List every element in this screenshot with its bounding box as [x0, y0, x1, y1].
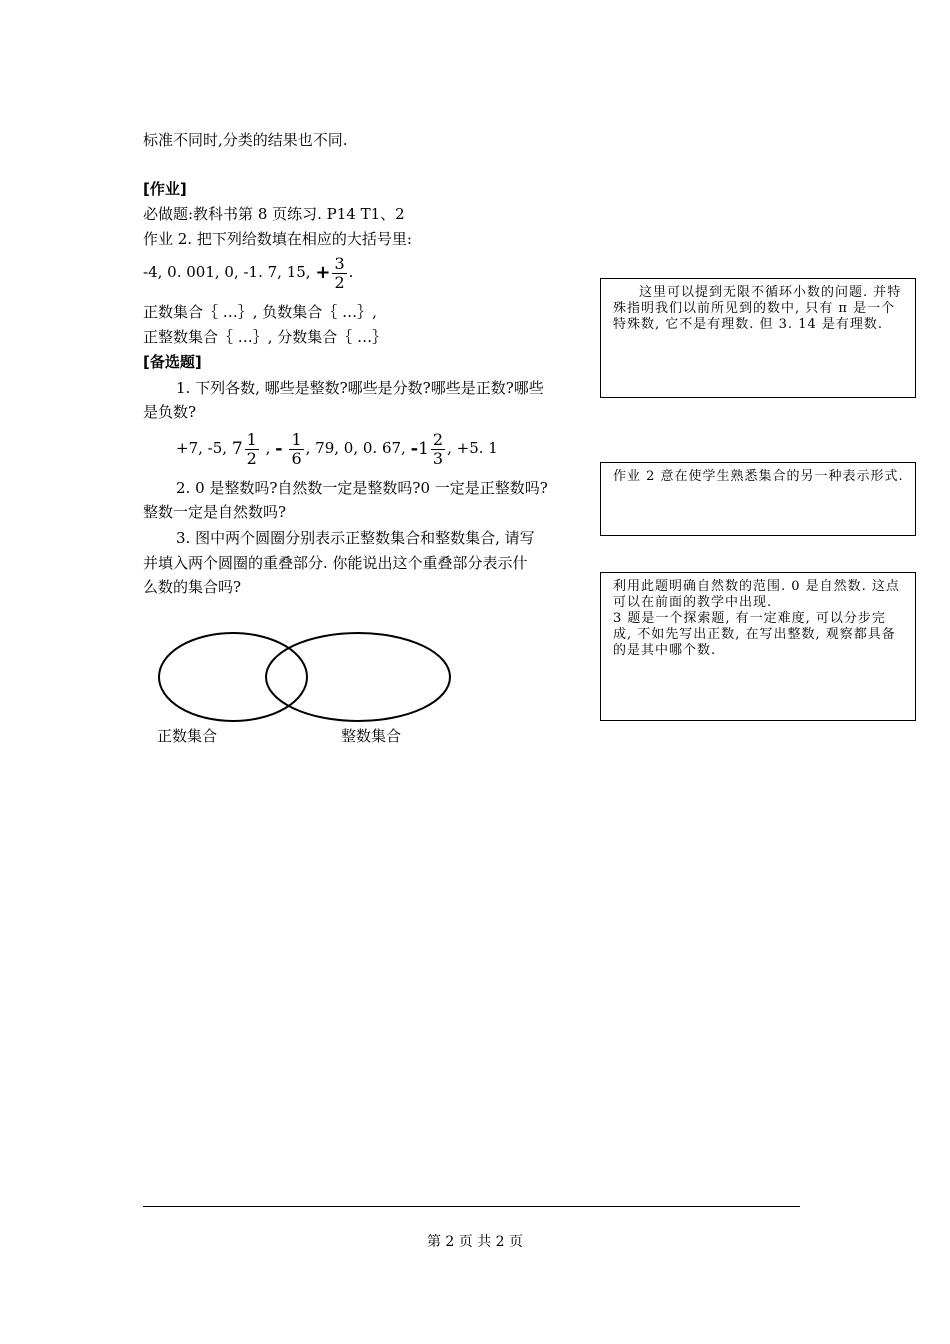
- frac2-num: 1: [291, 429, 302, 449]
- numbers-suffix: .: [348, 263, 354, 281]
- frac-num: 3: [334, 253, 345, 273]
- q2-line-1: 2. 0 是整数吗?自然数一定是整数吗?0 一定是正整数吗?: [176, 479, 548, 497]
- q1-line-2: 是负数?: [143, 403, 197, 421]
- intro-line: 标准不同时,分类的结果也不同.: [143, 131, 348, 149]
- q1-line-1: 1. 下列各数, 哪些是整数?哪些是分数?哪些是正数?哪些: [176, 379, 544, 397]
- optional-heading: [备选题]: [143, 353, 202, 371]
- homework-required: 必做题:教科书第 8 页练习. P14 T1、2: [143, 205, 405, 223]
- numbers-prefix: -4, 0. 001, 0, -1. 7, 15,: [143, 263, 311, 281]
- mixed1-den: 2: [246, 448, 257, 468]
- q3-line-3: 么数的集合吗?: [143, 578, 242, 596]
- venn-circle-integer: [266, 633, 450, 721]
- set-line-2: 正整数集合｛ …｝, 分数集合｛ …｝: [143, 328, 388, 346]
- q1-part2: , 79, 0, 0. 67,: [305, 439, 406, 457]
- mixed3-num: 2: [432, 429, 444, 449]
- mixed1-whole: 7: [231, 439, 243, 459]
- venn-diagram: [150, 630, 470, 730]
- q2-line-2: 整数一定是自然数吗?: [143, 503, 287, 521]
- q1-part3: , +5. 1: [447, 439, 498, 457]
- homework-task2: 作业 2. 把下列给数填在相应的大括号里:: [143, 230, 412, 248]
- frac2: [289, 431, 303, 468]
- q3-line-1: 3. 图中两个圆圈分别表示正整数集合和整数集合, 请写: [176, 529, 535, 547]
- fraction-three-halves: [332, 255, 346, 292]
- note-natural-numbers: [600, 572, 916, 721]
- sep1: ,: [265, 439, 271, 457]
- footer-rule: [143, 1206, 800, 1207]
- minus-1: -: [275, 438, 283, 459]
- plus-sign: +: [315, 262, 331, 283]
- frac2-den: 6: [291, 448, 302, 468]
- page-footer: 第 2 页 共 2 页: [426, 1234, 524, 1250]
- note-3-line-2: 3 题是一个探索题, 有一定难度, 可以分步完成, 不如先写出正数, 在写出整数, 观察都具备的是其中哪个数.: [613, 611, 896, 658]
- mixed1-num: 1: [246, 429, 257, 449]
- venn-right-label: 整数集合: [341, 727, 402, 745]
- mixed3-frac: [431, 431, 445, 468]
- note-3-line-1: 利用此题明确自然数的范围. 0 是自然数. 这点可以在前面的教学中出现.: [613, 579, 900, 610]
- note-homework2: [600, 462, 916, 536]
- mixed3-den: 3: [432, 448, 444, 468]
- frac-den: 2: [334, 272, 345, 292]
- minus-2: -: [410, 438, 419, 459]
- homework-numbers: [143, 253, 353, 292]
- mixed1-frac: [245, 431, 259, 468]
- note-2-text: 作业 2 意在使学生熟悉集合的另一种表示形式.: [613, 469, 904, 484]
- q3-line-2: 并填入两个圆圈的重叠部分. 你能说出这个重叠部分表示什: [143, 554, 528, 572]
- q1-part1: +7, -5,: [176, 439, 228, 457]
- venn-circle-positive: [159, 633, 307, 721]
- venn-left-label: 正数集合: [157, 727, 218, 745]
- note-irrational: [600, 278, 916, 398]
- note-1-text: 这里可以提到无限不循环小数的问题. 并特殊指明我们以前所见到的数中, 只有 π 是一个特殊数, 它不是有理数. 但 3. 14 是有理数.: [613, 285, 902, 332]
- set-line-1: 正数集合｛ …｝, 负数集合｛ …｝,: [143, 303, 377, 321]
- mixed3-whole: 1: [418, 439, 429, 459]
- q1-numbers: [176, 428, 498, 469]
- homework-heading: [作业]: [143, 180, 187, 198]
